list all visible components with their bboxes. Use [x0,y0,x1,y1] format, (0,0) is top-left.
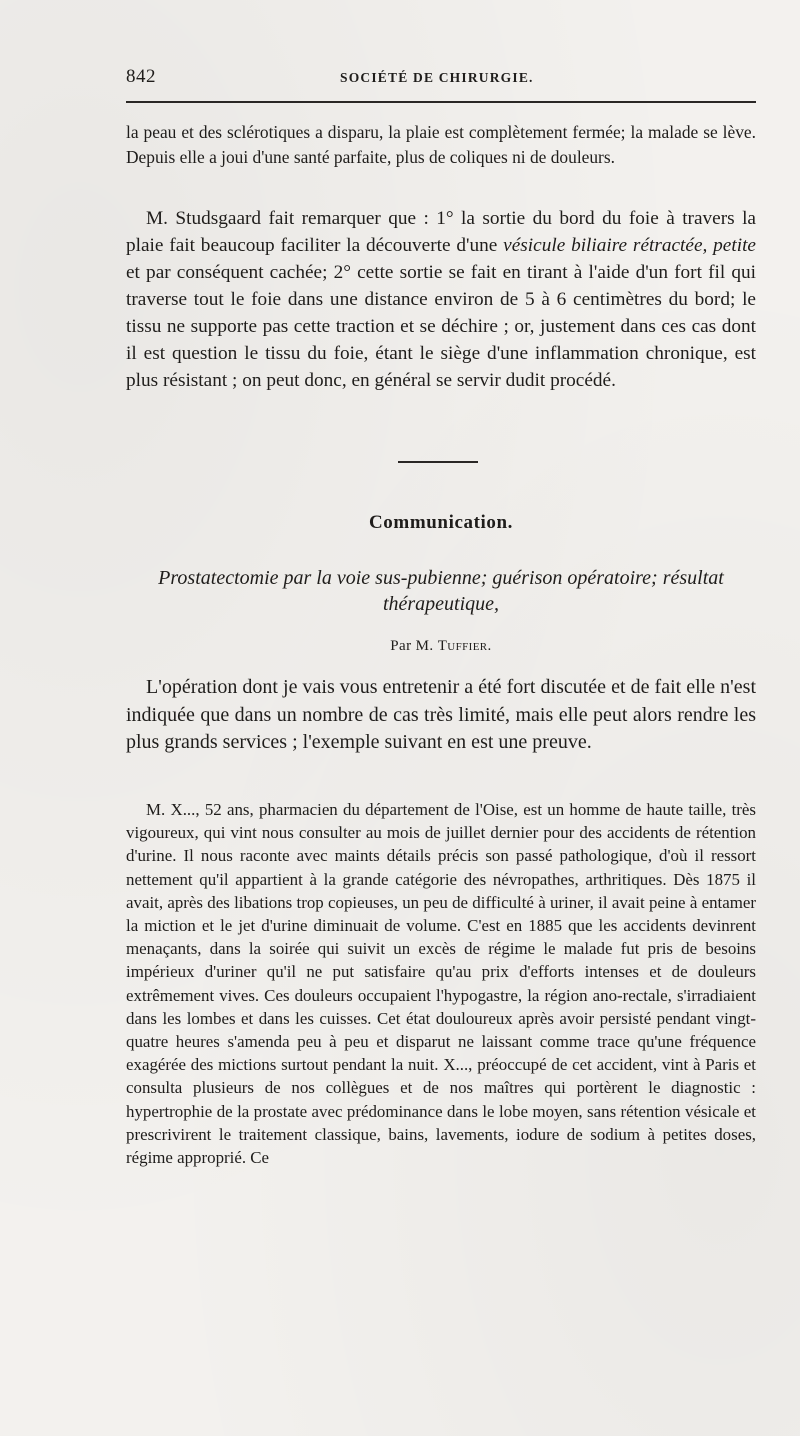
paragraph-studsgaard [126,205,756,394]
article-title: Prostatectomie par la voie sus-pubienne; guérison opératoire; résultat thérapeutique, [158,567,724,615]
byline-author: Tuffier. [437,638,492,654]
paragraph-continued: la peau et des sclérotiques a disparu, la plaie est complètement fermée; la malade se lève. Depuis elle a joui d'une santé parfaite, plus de coliques ni de douleurs. [126,122,756,167]
byline [126,638,756,655]
page-number: 842 [126,66,156,87]
paragraph-intro: L'opération dont je vais vous entretenir a été fort discutée et de fait elle n'est indiquée que dans un nombre de cas très limité, mais elle peut alors rendre les plus grands services ; l'exemple suivant en est une preuve. [126,676,756,753]
section-divider [398,461,478,463]
header-rule [126,101,756,103]
section-title: Communication. [368,512,514,533]
byline-prefix: Par M. [390,638,438,654]
p2-italic: vésicule biliaire rétractée, petite [503,235,756,256]
p2-text-b: et par conséquent cachée; 2° cette sortie se fait en tirant à l'aide d'un fort fil qui traverse tout le foie dans une distance environ de 5 à 6 centimètres du bord; le tissu ne supporte pas cette traction et se déchire ; or, justement dans ces cas dont il est question le tissu du foie, étant le siège d'une inflammation chronique, est plus résistant ; on peut donc, en général se servir dudit procédé. [126,262,756,391]
p2-text-a: M. Studsgaard fait remarquer que : 1° la sortie du bord du foie à travers la plaie fait beaucoup faciliter la découverte d'une [126,208,756,256]
running-head: SOCIÉTÉ DE CHIRURGIE. [340,70,534,85]
paragraph-case: M. X..., 52 ans, pharmacien du département de l'Oise, est un homme de haute taille, très vigoureux, qui vint nous consulter au mois de juillet dernier pour des accidents de rétention d'urine. Il nous raconte avec maints détails précis son passé pathologique, d'où il ressort nettement qu'il appartient à la grande catégorie des névropathes, arthritiques. Dès 1875 il avait, après des libations trop copieuses, un peu de difficulté à uriner, il avait peine à entamer la miction et le jet d'urine diminuait de volume. C'est en 1885 que les accidents devinrent menaçants, dans la soirée qui suivit un excès de régime le malade fut pris de besoins impérieux d'uriner qu'il ne put satisfaire qu'au prix d'efforts intenses et de douleurs extrêmement vives. Ces douleurs occupaient l'hypogastre, la région ano-rectale, s'irradiaient dans les lombes et dans les cuisses. Cet état douloureux après avoir persisté pendant vingt-quatre heures s'amenda peu à peu et disparut ne laissant comme trace qu'une fréquence exagérée des mictions surtout pendant la nuit. X..., préoccupé de cet accident, vint à Paris et consulta plusieurs de nos collègues et de nos maîtres qui portèrent le diagnostic : hypertrophie de la prostate avec prédominance dans le lobe moyen, sans rétention vésicale et prescrivirent le traitement classique, bains, lavements, iodure de sodium à petites doses, régime approprié. Ce [126,800,756,1168]
page-header [126,66,756,90]
